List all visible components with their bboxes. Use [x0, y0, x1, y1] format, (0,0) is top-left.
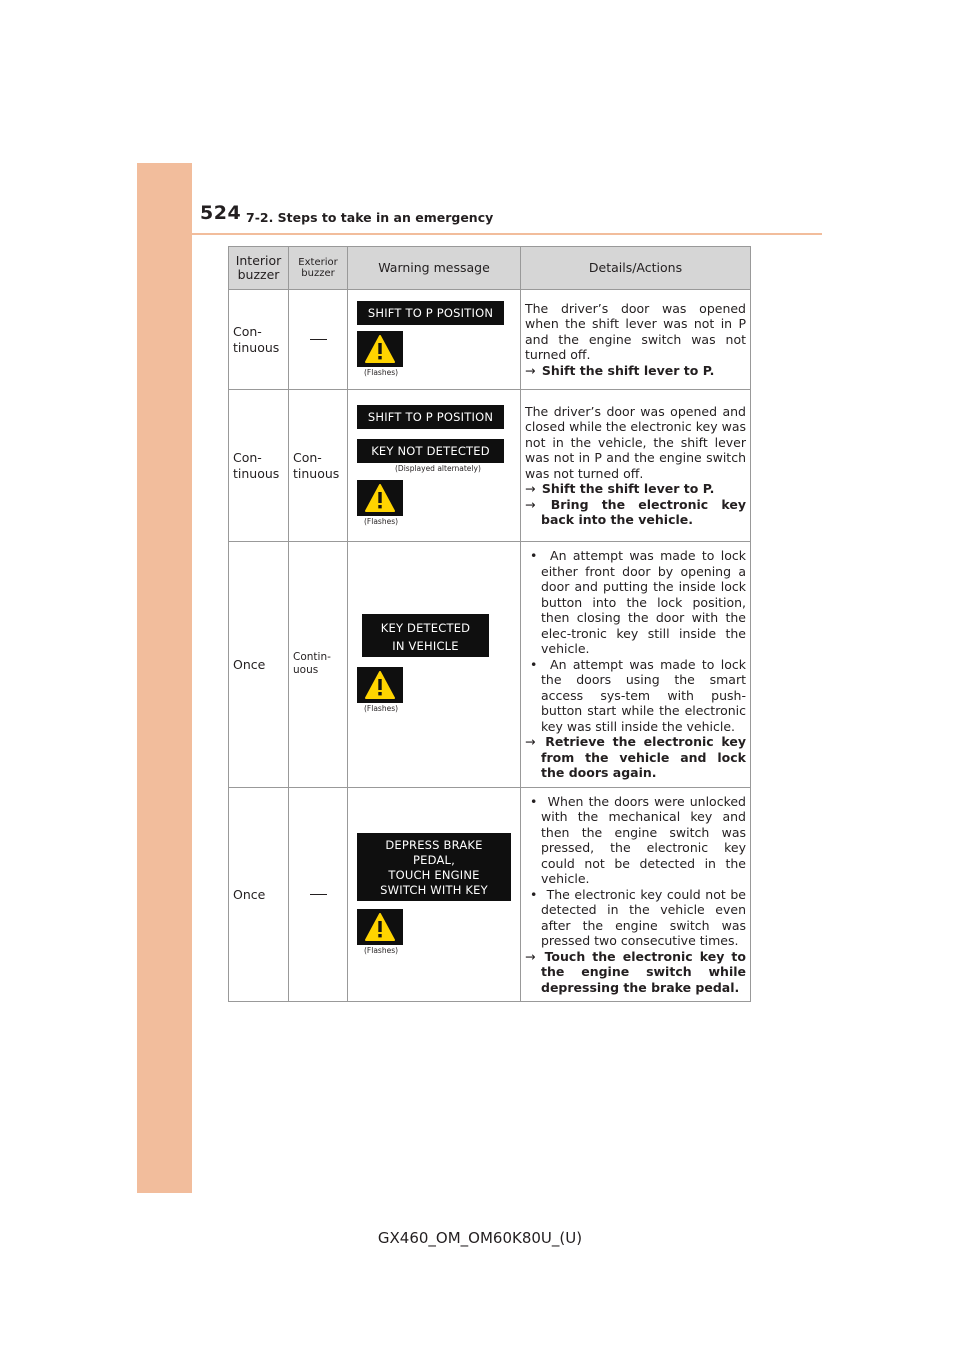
lcd-line: SWITCH WITH KEY: [380, 882, 488, 897]
bullet-item: [525, 794, 746, 887]
bullet-icon: •: [530, 793, 538, 809]
details-cell: [521, 542, 751, 788]
table-row: [229, 787, 751, 1002]
interior-buzzer-cell: [229, 390, 289, 542]
action-item: [525, 363, 746, 379]
warning-message-cell: [348, 290, 521, 390]
action-text: Touch the electronic key to the engine switch while depressing the brake pedal.: [541, 948, 746, 995]
displayed-alternately-caption: (Displayed alternately): [395, 463, 481, 473]
action-item: [525, 481, 746, 497]
flashes-caption: (Flashes): [364, 368, 399, 377]
details-text: The driver’s door was opened and closed while the electronic key was not in the vehicle, the shift lever was not in P and the engine switch was not turned off.: [525, 403, 746, 481]
action-text: Shift the shift lever to P.: [541, 481, 715, 496]
exterior-buzzer-value: Con- tinuous: [293, 450, 340, 481]
interior-buzzer-value: Once: [233, 886, 266, 902]
details-cell: [521, 290, 751, 390]
warning-message-cell: [348, 787, 521, 1002]
action-text: Bring the electronic key back into the vehicle.: [541, 496, 747, 527]
chapter-sidebar-tab: [137, 163, 192, 1193]
master-warning-icon: [357, 331, 403, 367]
arrow-icon: →: [525, 362, 536, 378]
action-text: Shift the shift lever to P.: [541, 362, 715, 378]
col-header-interior-buzzer: Interior buzzer: [229, 247, 289, 290]
flashes-caption: (Flashes): [364, 704, 399, 714]
bullet-icon: •: [530, 656, 538, 672]
col-header-exterior-buzzer: Exterior buzzer: [289, 247, 348, 290]
section-title: 7-2. Steps to take in an emergency: [246, 210, 494, 225]
lcd-line: DEPRESS BRAKE: [385, 837, 483, 852]
details-text: The driver’s door was opened when the shift lever was not in P and the engine switch was not turned off.: [525, 300, 746, 363]
master-warning-icon: [357, 480, 403, 516]
page-number: 524: [200, 202, 242, 224]
action-item: [525, 497, 746, 528]
table-header-row: [229, 247, 751, 290]
arrow-icon: →: [525, 481, 536, 496]
bullet-text: When the doors were unlocked with the mechanical key and then the engine switch was pressed, the electronic key could not be detected in the vehicle.: [541, 793, 746, 886]
lcd-line: IN VEHICLE: [392, 639, 459, 654]
interior-buzzer-cell: [229, 542, 289, 788]
warning-message-cell: [348, 542, 521, 788]
exterior-buzzer-cell: [289, 390, 348, 542]
bullet-text: The electronic key could not be detected in the vehicle even after the engine switch was pressed two consecutive times.: [541, 886, 746, 948]
flashes-caption: (Flashes): [364, 945, 399, 955]
master-warning-icon: [357, 909, 403, 945]
arrow-icon: →: [525, 948, 536, 964]
exterior-buzzer-cell: [289, 542, 348, 788]
exterior-buzzer-cell: [289, 290, 348, 390]
document-code: GX460_OM_OM60K80U_(U): [377, 1229, 583, 1247]
arrow-icon: →: [525, 496, 536, 512]
lcd-message-key-not-detected: KEY NOT DETECTED: [357, 439, 504, 463]
table-row: [229, 290, 751, 390]
exterior-buzzer-value: Contin- uous: [293, 651, 331, 677]
lcd-message-shift-to-p: SHIFT TO P POSITION: [357, 301, 504, 325]
interior-buzzer-value: Con- tinuous: [233, 450, 280, 481]
bullet-text: An attempt was made to lock either front door by opening a door and putting the inside lock button into the lock position, then closing the door with the elec-tronic key still inside the vehicle.: [541, 548, 746, 656]
bullet-item: [525, 548, 746, 657]
bullet-icon: •: [530, 548, 538, 563]
lcd-line: KEY DETECTED: [380, 621, 471, 636]
bullet-item: [525, 887, 746, 949]
lcd-message-shift-to-p: SHIFT TO P POSITION: [357, 405, 504, 429]
lcd-message-depress-brake-pedal: [357, 833, 511, 901]
interior-buzzer-value: Con- tinuous: [233, 324, 280, 355]
bullet-icon: •: [530, 886, 538, 902]
details-cell: [521, 390, 751, 542]
table-row: [229, 542, 751, 788]
action-item: [525, 949, 746, 996]
none-dash: [310, 339, 327, 340]
lcd-line: TOUCH ENGINE: [388, 867, 480, 882]
arrow-icon: →: [525, 734, 536, 749]
bullet-item: [525, 657, 746, 735]
exterior-buzzer-cell: [289, 787, 348, 1002]
none-dash: [310, 894, 327, 895]
lcd-message-key-detected-in-vehicle: [362, 614, 489, 657]
master-warning-icon: [357, 667, 403, 703]
interior-buzzer-cell: [229, 787, 289, 1002]
warning-message-cell: [348, 390, 521, 542]
action-text: Retrieve the electronic key from the vehicle and lock the doors again.: [541, 734, 746, 780]
col-header-details-actions: Details/Actions: [521, 247, 751, 290]
warning-table: [228, 246, 751, 1002]
col-header-warning-message: Warning message: [348, 247, 521, 290]
lcd-line: PEDAL,: [413, 852, 455, 867]
bullet-text: An attempt was made to lock the doors using the smart access sys-tem with push-button start while the electronic key was still inside the vehicle.: [541, 656, 746, 734]
table-row: [229, 390, 751, 542]
flashes-caption: (Flashes): [364, 516, 399, 526]
details-cell: [521, 787, 751, 1002]
interior-buzzer-value: Once: [233, 656, 266, 672]
interior-buzzer-cell: [229, 290, 289, 390]
header-rule: [192, 233, 822, 235]
action-item: [525, 734, 746, 781]
